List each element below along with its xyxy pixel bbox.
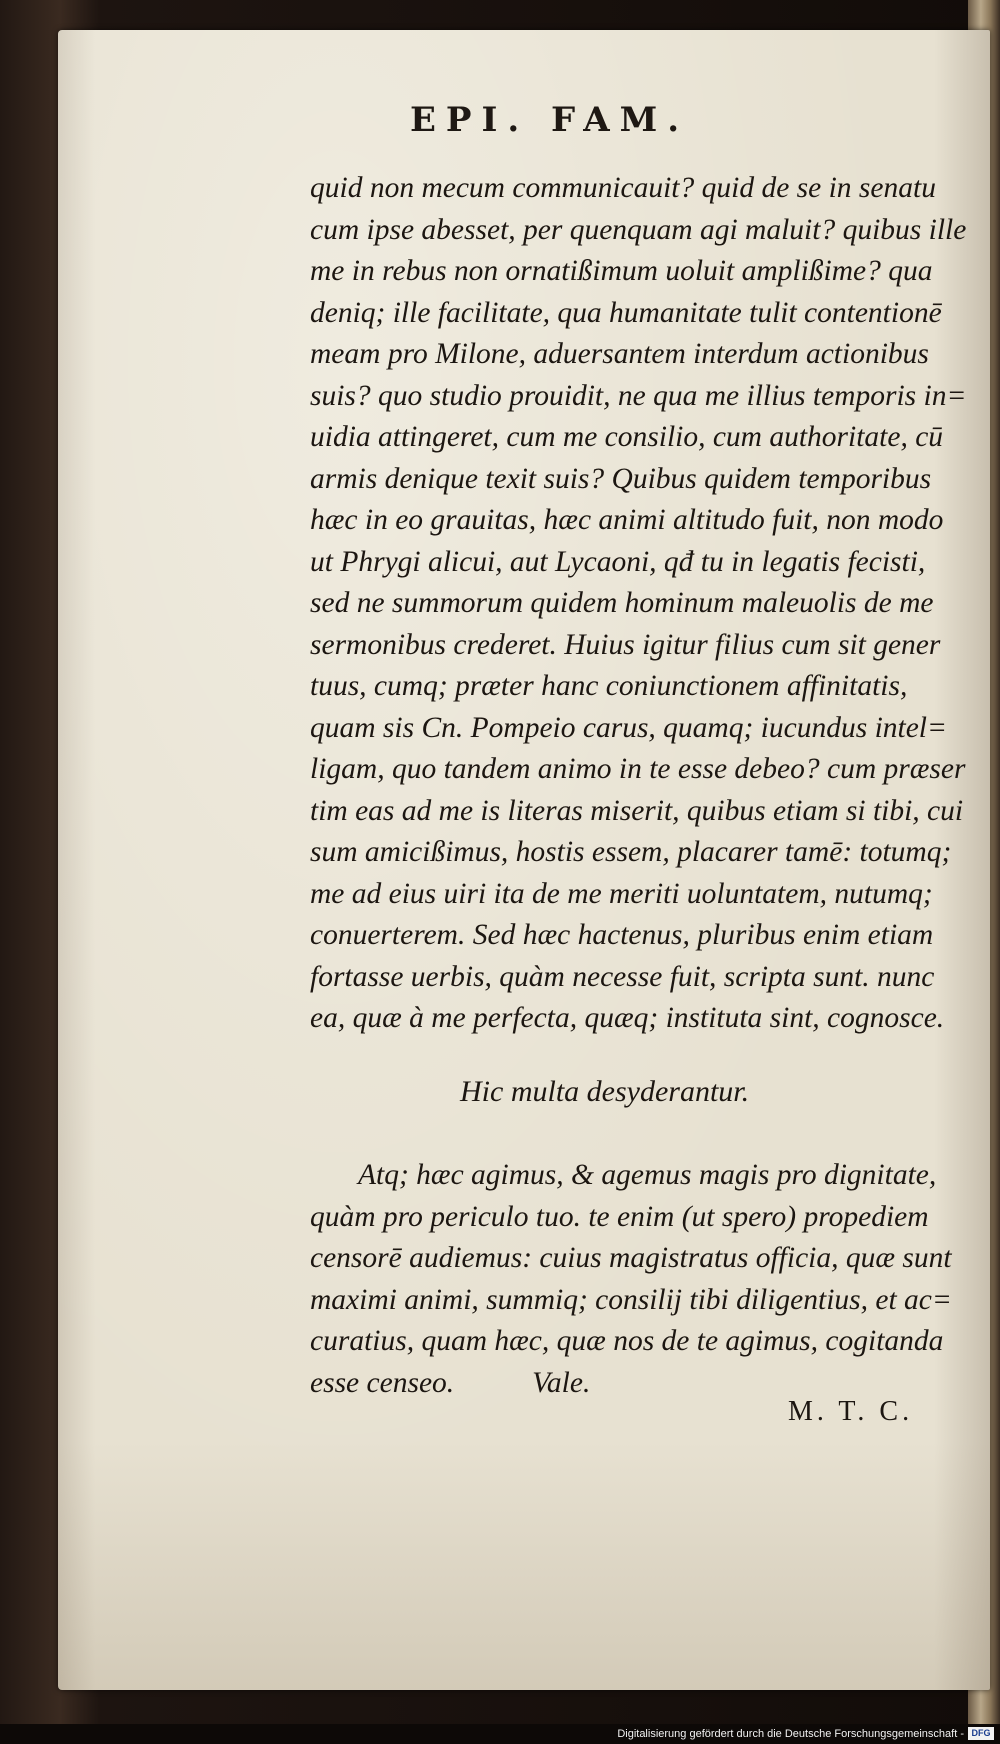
text-line: quid non mecum communicauit? quid de se in senatu [310, 172, 936, 204]
text-line: quàm pro periculo tuo. te enim (ut spero) propediem [310, 1200, 929, 1233]
text-line: sermonibus crederet. Huius igitur filius cum sit gener [310, 628, 941, 661]
lacuna-note: Hic multa desyderantur. [460, 1075, 750, 1108]
text-line: suis? quo studio prouidit, ne qua me illius temporis in= [310, 379, 967, 412]
text-line: me in rebus non ornatißimum uoluit amplißime? qua [310, 255, 933, 287]
text-line: me ad eius uiri ita de me meriti uoluntatem, nutumq; [310, 877, 933, 910]
running-head: EPI. FAM. [410, 100, 690, 140]
text-line: ea, quæ à me perfecta, quæq; instituta sint, cognosce. [310, 1002, 945, 1034]
text-line: conuerterem. Sed hæc hactenus, pluribus enim etiam [310, 919, 934, 951]
text-line: ligam, quo tandem animo in te esse debeo? cum præser [310, 753, 966, 785]
text-line: curatius, quam hæc, quæ nos de te agimus, cogitanda [310, 1325, 944, 1357]
text-line: ut Phrygi alicui, aut Lycaoni, qđ tu in legatis fecisti, [310, 545, 926, 578]
text-line: tuus, cumq; præter hanc coniunctionem affinitatis, [310, 670, 908, 702]
text-line: censorē audiemus: cuius magistratus officia, quæ sunt [310, 1242, 952, 1274]
text-line: sum amicißimus, hostis essem, placarer tamē: totumq; [310, 836, 952, 868]
author-initials: M. T. C. [788, 1396, 914, 1427]
main-text-block [310, 168, 967, 1040]
text-line: deniq; ille facilitate, qua humanitate tulit contentionē [310, 296, 942, 329]
text-line: meam pro Milone, aduersantem interdum actionibus [310, 338, 929, 370]
text-line: cum ipse abesset, per quenquam agi maluit? quibus ille [310, 213, 967, 246]
closing-text-block [310, 1155, 950, 1404]
text-line: hæc in eo grauitas, hæc animi altitudo fuit, non modo [310, 504, 944, 536]
text-line: maximi animi, summiq; consilij tibi diligentius, et ac= [310, 1283, 952, 1316]
text-line: fortasse uerbis, quàm necesse fuit, scripta sunt. nunc [310, 960, 935, 993]
text-line: armis denique texit suis? Quibus quidem temporibus [310, 462, 932, 495]
valediction: Vale. [532, 1366, 591, 1399]
text-line: Atq; hæc agimus, & agemus magis pro dignitate, [358, 1159, 937, 1191]
text-line: uidia attingeret, cum me consilio, cum authoritate, cū [310, 421, 944, 453]
final-line-text: esse censeo. [310, 1366, 455, 1399]
digitization-credit: Digitalisierung gefördert durch die Deutsche Forschungsgemeinschaft - [617, 1728, 964, 1740]
dfg-logo-icon: DFG [968, 1727, 994, 1740]
text-line: tim eas ad me is literas miserit, quibus etiam si tibi, cui [310, 794, 964, 827]
text-line: quam sis Cn. Pompeio carus, quamq; iucundus intel= [310, 711, 947, 744]
text-line: sed ne summorum quidem hominum maleuolis de me [310, 587, 934, 619]
